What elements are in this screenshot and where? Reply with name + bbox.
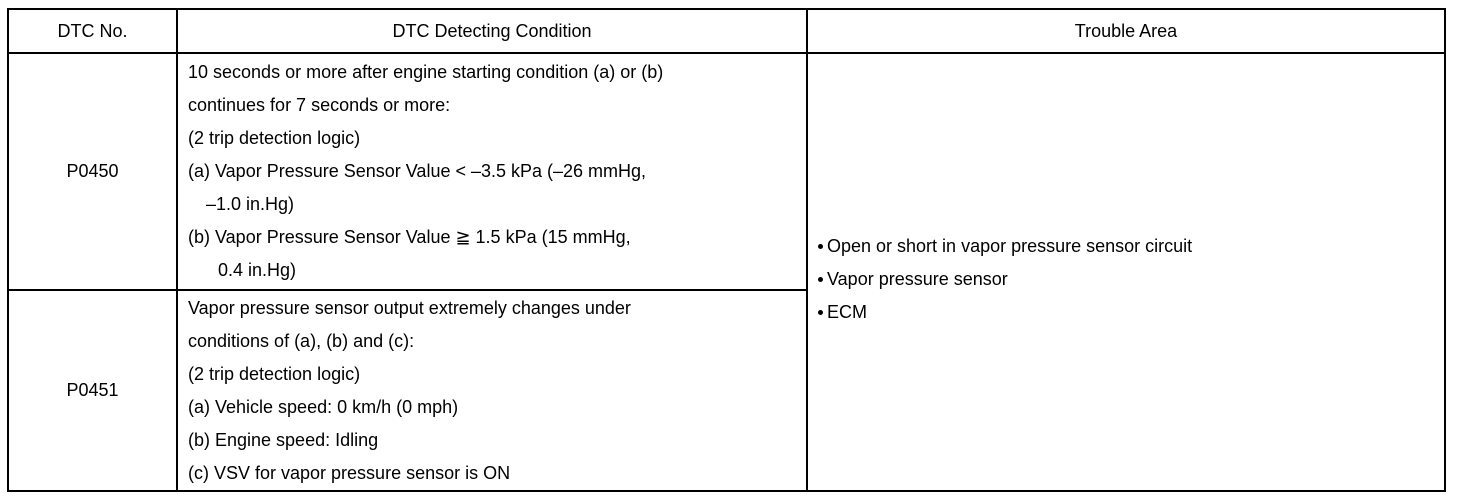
trouble-area-item (818, 263, 1444, 296)
condition-line: –1.0 in.Hg) (206, 194, 295, 214)
condition-line: continues for 7 seconds or more: (188, 95, 451, 115)
detecting-condition (177, 290, 807, 491)
bullet-icon (818, 277, 823, 282)
condition-line: (b) Vapor Pressure Sensor Value ≧ 1.5 kPa (15 mmHg, (188, 227, 631, 247)
condition-line: conditions of (a), (b) and (c): (188, 330, 415, 351)
condition-line: 0.4 in.Hg) (218, 260, 297, 280)
condition-line: 10 seconds or more after engine starting condition (a) or (b) (188, 62, 664, 82)
trouble-area-text: Open or short in vapor pressure sensor circuit (827, 235, 1193, 256)
bullet-icon (818, 310, 823, 315)
trouble-area-text: Vapor pressure sensor (827, 268, 1008, 289)
condition-line: (b) Engine speed: Idling (188, 429, 379, 450)
detecting-condition (177, 53, 807, 290)
bullet-icon (818, 244, 823, 249)
header-detecting-condition: DTC Detecting Condition (177, 9, 807, 53)
dtc-code: P0451 (8, 290, 177, 491)
dtc-code: P0450 (8, 53, 177, 290)
condition-line: (2 trip detection logic) (188, 363, 361, 384)
table-row (8, 53, 1445, 290)
header-trouble-area: Trouble Area (807, 9, 1445, 53)
condition-line: Vapor pressure sensor output extremely changes under (188, 297, 631, 318)
dtc-table (7, 8, 1446, 492)
condition-line: (a) Vapor Pressure Sensor Value < –3.5 kPa (–26 mmHg, (188, 161, 647, 181)
trouble-area (807, 53, 1445, 491)
header-dtc-no: DTC No. (8, 9, 177, 53)
condition-line: (c) VSV for vapor pressure sensor is ON (188, 462, 511, 483)
header-row (8, 9, 1445, 53)
trouble-area-text: ECM (827, 301, 867, 322)
trouble-area-item (818, 230, 1444, 263)
condition-line: (2 trip detection logic) (188, 128, 361, 148)
trouble-area-item (818, 296, 1444, 329)
condition-line: (a) Vehicle speed: 0 km/h (0 mph) (188, 396, 459, 417)
